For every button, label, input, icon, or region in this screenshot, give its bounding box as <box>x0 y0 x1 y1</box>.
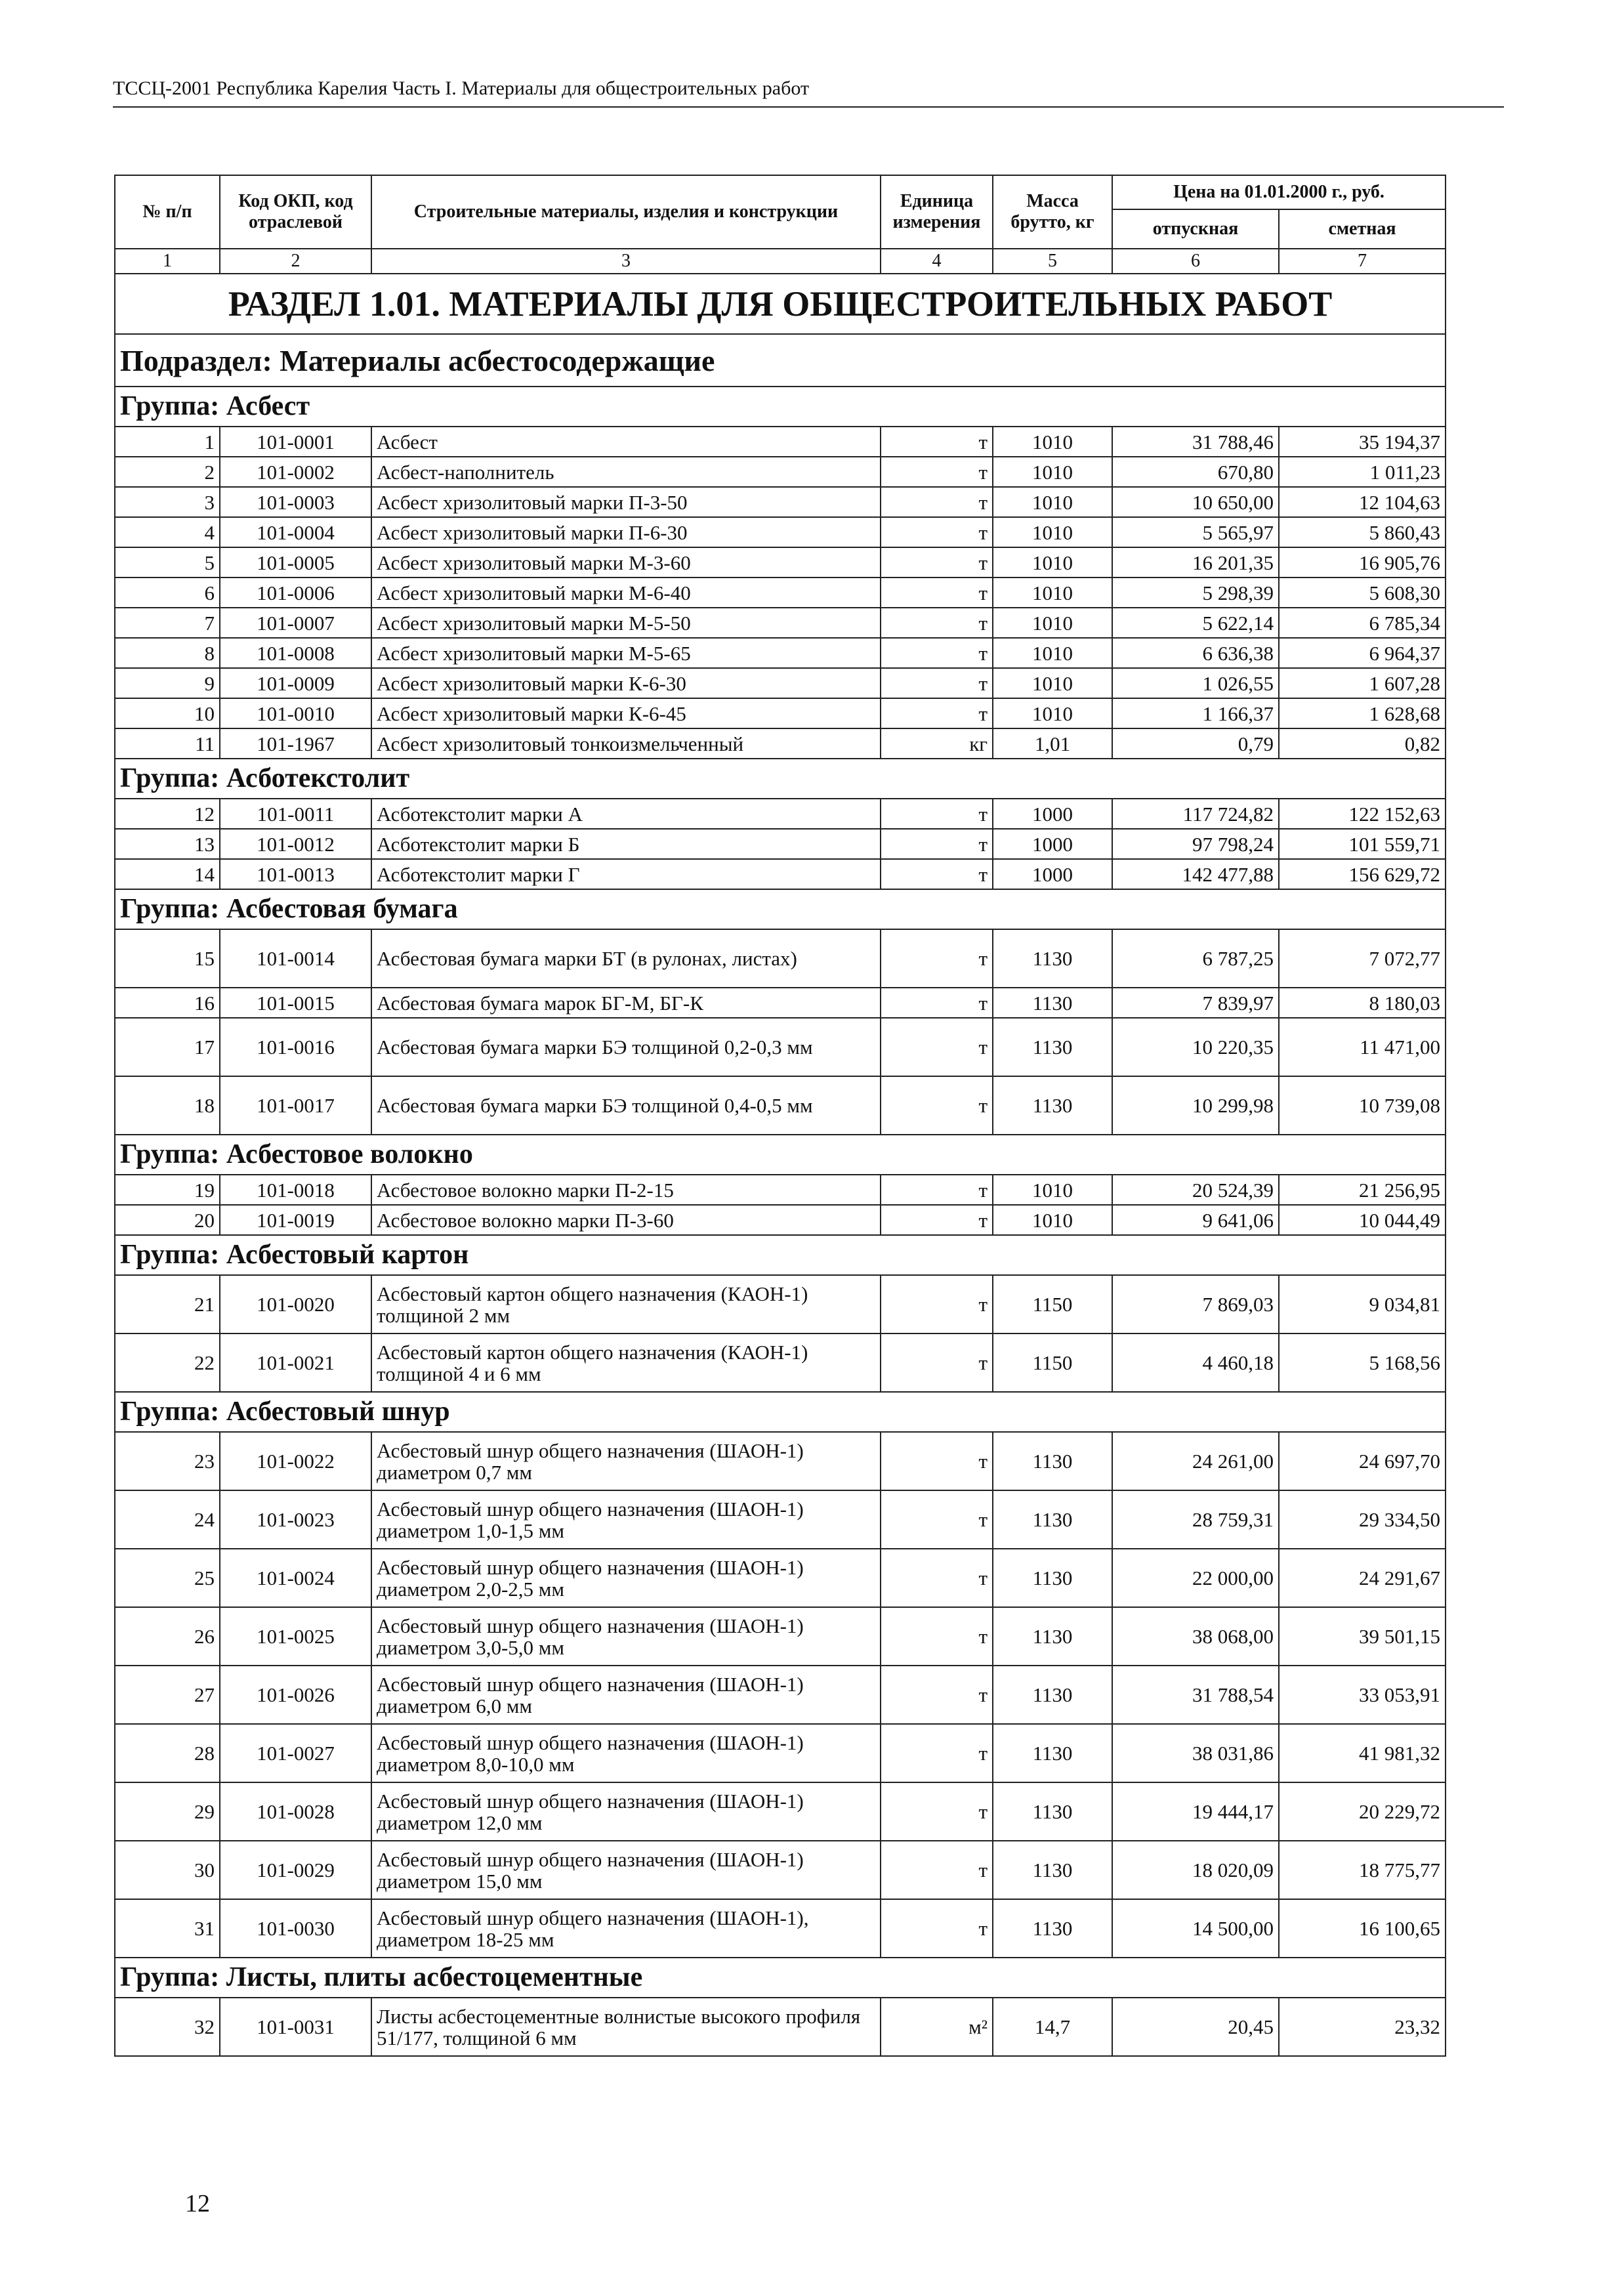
row-price-release: 5 622,14 <box>1112 608 1279 638</box>
header-price-estimate: сметная <box>1279 209 1446 249</box>
table-row <box>115 1490 1446 1549</box>
row-name: Асбест хризолитовый марки М-5-65 <box>371 638 881 668</box>
row-number: 23 <box>115 1432 220 1490</box>
subsection-title: Подраздел: Материалы асбестосодержащие <box>115 334 1446 387</box>
row-mass: 1130 <box>993 1607 1112 1666</box>
row-price-release: 117 724,82 <box>1112 799 1279 829</box>
row-code: 101-0018 <box>220 1175 371 1205</box>
row-price-estimate: 9 034,81 <box>1279 1275 1446 1334</box>
table-row <box>115 1549 1446 1607</box>
row-code: 101-0022 <box>220 1432 371 1490</box>
row-price-estimate: 0,82 <box>1279 728 1446 759</box>
row-code: 101-0006 <box>220 578 371 608</box>
row-number: 20 <box>115 1205 220 1235</box>
row-price-estimate: 39 501,15 <box>1279 1607 1446 1666</box>
row-code: 101-0013 <box>220 859 371 889</box>
row-number: 29 <box>115 1782 220 1841</box>
row-unit: т <box>881 668 993 698</box>
table-row <box>115 728 1446 759</box>
table-row <box>115 1899 1446 1958</box>
row-price-release: 20,45 <box>1112 1998 1279 2056</box>
row-unit: т <box>881 487 993 517</box>
row-number: 10 <box>115 698 220 728</box>
row-unit: т <box>881 799 993 829</box>
row-mass: 1150 <box>993 1275 1112 1334</box>
row-price-estimate: 5 168,56 <box>1279 1334 1446 1392</box>
row-number: 28 <box>115 1724 220 1782</box>
row-name: Асбестовый шнур общего назначения (ШАОН-1) диаметром 0,7 мм <box>371 1432 881 1490</box>
row-price-release: 19 444,17 <box>1112 1782 1279 1841</box>
row-price-release: 7 869,03 <box>1112 1275 1279 1334</box>
price-table <box>114 175 1446 2057</box>
row-code: 101-0009 <box>220 668 371 698</box>
row-price-release: 142 477,88 <box>1112 859 1279 889</box>
row-mass: 1130 <box>993 1899 1112 1958</box>
row-price-estimate: 1 011,23 <box>1279 457 1446 487</box>
column-number: 6 <box>1112 249 1279 274</box>
row-name: Асбест хризолитовый тонкоизмельченный <box>371 728 881 759</box>
row-price-release: 20 524,39 <box>1112 1175 1279 1205</box>
row-price-estimate: 5 608,30 <box>1279 578 1446 608</box>
table-row <box>115 1334 1446 1392</box>
column-number: 4 <box>881 249 993 274</box>
row-code: 101-0027 <box>220 1724 371 1782</box>
table-row <box>115 487 1446 517</box>
row-mass: 1010 <box>993 547 1112 578</box>
row-unit: т <box>881 1334 993 1392</box>
row-price-release: 31 788,54 <box>1112 1666 1279 1724</box>
row-number: 12 <box>115 799 220 829</box>
row-mass: 1010 <box>993 517 1112 547</box>
row-unit: т <box>881 578 993 608</box>
row-code: 101-1967 <box>220 728 371 759</box>
row-mass: 1010 <box>993 578 1112 608</box>
row-code: 101-0023 <box>220 1490 371 1549</box>
row-price-estimate: 16 905,76 <box>1279 547 1446 578</box>
row-mass: 1130 <box>993 1841 1112 1899</box>
column-number: 5 <box>993 249 1112 274</box>
row-price-estimate: 10 739,08 <box>1279 1076 1446 1135</box>
row-mass: 1130 <box>993 1666 1112 1724</box>
row-number: 21 <box>115 1275 220 1334</box>
row-number: 24 <box>115 1490 220 1549</box>
row-number: 6 <box>115 578 220 608</box>
table-row <box>115 578 1446 608</box>
row-unit: т <box>881 1841 993 1899</box>
row-name: Асбест-наполнитель <box>371 457 881 487</box>
row-mass: 1130 <box>993 1018 1112 1076</box>
row-price-release: 16 201,35 <box>1112 547 1279 578</box>
table-row <box>115 1175 1446 1205</box>
row-mass: 1010 <box>993 1205 1112 1235</box>
section-title: РАЗДЕЛ 1.01. МАТЕРИАЛЫ ДЛЯ ОБЩЕСТРОИТЕЛЬНЫХ РАБОТ <box>115 274 1446 334</box>
row-unit: т <box>881 1076 993 1135</box>
row-unit: т <box>881 1899 993 1958</box>
row-mass: 1000 <box>993 859 1112 889</box>
column-number: 3 <box>371 249 881 274</box>
row-code: 101-0026 <box>220 1666 371 1724</box>
row-code: 101-0021 <box>220 1334 371 1392</box>
row-price-estimate: 16 100,65 <box>1279 1899 1446 1958</box>
row-name: Асбестовая бумага марки БЭ толщиной 0,4-0,5 мм <box>371 1076 881 1135</box>
row-price-estimate: 24 697,70 <box>1279 1432 1446 1490</box>
row-code: 101-0012 <box>220 829 371 859</box>
header-price-release: отпускная <box>1112 209 1279 249</box>
row-price-estimate: 24 291,67 <box>1279 1549 1446 1607</box>
row-price-estimate: 11 471,00 <box>1279 1018 1446 1076</box>
row-code: 101-0010 <box>220 698 371 728</box>
row-price-release: 28 759,31 <box>1112 1490 1279 1549</box>
row-number: 26 <box>115 1607 220 1666</box>
row-unit: кг <box>881 728 993 759</box>
row-price-estimate: 10 044,49 <box>1279 1205 1446 1235</box>
row-price-release: 5 565,97 <box>1112 517 1279 547</box>
group-title: Группа: Асбестовый картон <box>115 1235 1446 1275</box>
row-unit: т <box>881 988 993 1018</box>
row-price-release: 1 166,37 <box>1112 698 1279 728</box>
row-mass: 1010 <box>993 668 1112 698</box>
row-unit: т <box>881 1018 993 1076</box>
row-price-estimate: 20 229,72 <box>1279 1782 1446 1841</box>
row-number: 1 <box>115 427 220 457</box>
header-price-group: Цена на 01.01.2000 г., руб. <box>1112 175 1446 209</box>
row-number: 11 <box>115 728 220 759</box>
row-unit: т <box>881 517 993 547</box>
table-row <box>115 1018 1446 1076</box>
column-number: 1 <box>115 249 220 274</box>
row-price-estimate: 7 072,77 <box>1279 929 1446 988</box>
row-price-release: 18 020,09 <box>1112 1841 1279 1899</box>
group-title: Группа: Асбестовая бумага <box>115 889 1446 929</box>
table-row <box>115 1998 1446 2056</box>
row-price-estimate: 6 964,37 <box>1279 638 1446 668</box>
row-number: 25 <box>115 1549 220 1607</box>
row-name: Асбестовая бумага марки БЭ толщиной 0,2-0,3 мм <box>371 1018 881 1076</box>
row-mass: 14,7 <box>993 1998 1112 2056</box>
header-unit: Единица измерения <box>881 175 993 249</box>
row-number: 9 <box>115 668 220 698</box>
row-price-estimate: 156 629,72 <box>1279 859 1446 889</box>
row-price-release: 22 000,00 <box>1112 1549 1279 1607</box>
row-code: 101-0014 <box>220 929 371 988</box>
table-row <box>115 608 1446 638</box>
row-number: 3 <box>115 487 220 517</box>
row-number: 16 <box>115 988 220 1018</box>
row-mass: 1010 <box>993 427 1112 457</box>
table-row <box>115 1782 1446 1841</box>
row-unit: т <box>881 1724 993 1782</box>
row-code: 101-0025 <box>220 1607 371 1666</box>
row-price-estimate: 5 860,43 <box>1279 517 1446 547</box>
row-price-estimate: 1 628,68 <box>1279 698 1446 728</box>
row-price-release: 6 787,25 <box>1112 929 1279 988</box>
row-price-release: 6 636,38 <box>1112 638 1279 668</box>
row-code: 101-0017 <box>220 1076 371 1135</box>
row-mass: 1010 <box>993 1175 1112 1205</box>
row-name: Асбестовый шнур общего назначения (ШАОН-1) диаметром 6,0 мм <box>371 1666 881 1724</box>
row-unit: т <box>881 1782 993 1841</box>
table-body <box>115 274 1446 2056</box>
row-number: 19 <box>115 1175 220 1205</box>
row-unit: т <box>881 1607 993 1666</box>
row-code: 101-0008 <box>220 638 371 668</box>
row-code: 101-0020 <box>220 1275 371 1334</box>
row-unit: т <box>881 427 993 457</box>
row-code: 101-0011 <box>220 799 371 829</box>
row-name: Асбестовый шнур общего назначения (ШАОН-1) диаметром 15,0 мм <box>371 1841 881 1899</box>
row-unit: т <box>881 1490 993 1549</box>
table-row <box>115 1275 1446 1334</box>
row-price-release: 7 839,97 <box>1112 988 1279 1018</box>
row-unit: т <box>881 638 993 668</box>
row-name: Асбест хризолитовый марки П-6-30 <box>371 517 881 547</box>
row-mass: 1010 <box>993 608 1112 638</box>
row-name: Асбестовый шнур общего назначения (ШАОН-1) диаметром 3,0-5,0 мм <box>371 1607 881 1666</box>
row-unit: т <box>881 1666 993 1724</box>
row-unit: т <box>881 1432 993 1490</box>
row-name: Асбестовая бумага марок БГ-М, БГ-К <box>371 988 881 1018</box>
table-row <box>115 988 1446 1018</box>
row-number: 2 <box>115 457 220 487</box>
row-name: Асбестовый картон общего назначения (КАОН-1) толщиной 4 и 6 мм <box>371 1334 881 1392</box>
header-mass: Масса брутто, кг <box>993 175 1112 249</box>
row-code: 101-0029 <box>220 1841 371 1899</box>
header-okp: Код ОКП, код отраслевой <box>220 175 371 249</box>
row-price-release: 97 798,24 <box>1112 829 1279 859</box>
row-price-estimate: 21 256,95 <box>1279 1175 1446 1205</box>
row-price-estimate: 41 981,32 <box>1279 1724 1446 1782</box>
row-price-release: 24 261,00 <box>1112 1432 1279 1490</box>
table-row <box>115 638 1446 668</box>
table-row <box>115 799 1446 829</box>
row-unit: т <box>881 829 993 859</box>
row-unit: т <box>881 698 993 728</box>
row-unit: т <box>881 1205 993 1235</box>
row-price-estimate: 12 104,63 <box>1279 487 1446 517</box>
row-number: 14 <box>115 859 220 889</box>
table-row <box>115 1666 1446 1724</box>
row-name: Асботекстолит марки Г <box>371 859 881 889</box>
row-unit: м² <box>881 1998 993 2056</box>
table-row <box>115 1205 1446 1235</box>
row-unit: т <box>881 929 993 988</box>
row-name: Асбест хризолитовый марки К-6-30 <box>371 668 881 698</box>
row-price-release: 670,80 <box>1112 457 1279 487</box>
row-price-release: 10 299,98 <box>1112 1076 1279 1135</box>
table-row <box>115 1076 1446 1135</box>
row-number: 27 <box>115 1666 220 1724</box>
table-row <box>115 668 1446 698</box>
row-name: Асбестовое волокно марки П-3-60 <box>371 1205 881 1235</box>
row-code: 101-0004 <box>220 517 371 547</box>
row-price-estimate: 35 194,37 <box>1279 427 1446 457</box>
column-number: 2 <box>220 249 371 274</box>
row-number: 15 <box>115 929 220 988</box>
row-price-release: 10 220,35 <box>1112 1018 1279 1076</box>
row-mass: 1130 <box>993 1076 1112 1135</box>
row-mass: 1010 <box>993 457 1112 487</box>
row-unit: т <box>881 457 993 487</box>
table-row <box>115 1724 1446 1782</box>
row-name: Асбестовая бумага марки БТ (в рулонах, листах) <box>371 929 881 988</box>
row-name: Асбестовое волокно марки П-2-15 <box>371 1175 881 1205</box>
row-name: Листы асбестоцементные волнистые высокого профиля 51/177, толщиной 6 мм <box>371 1998 881 2056</box>
row-mass: 1130 <box>993 1432 1112 1490</box>
row-price-release: 1 026,55 <box>1112 668 1279 698</box>
row-mass: 1,01 <box>993 728 1112 759</box>
row-price-release: 5 298,39 <box>1112 578 1279 608</box>
row-code: 101-0031 <box>220 1998 371 2056</box>
row-mass: 1000 <box>993 799 1112 829</box>
row-price-estimate: 23,32 <box>1279 1998 1446 2056</box>
table-row <box>115 1841 1446 1899</box>
row-unit: т <box>881 1275 993 1334</box>
row-name: Асботекстолит марки Б <box>371 829 881 859</box>
row-unit: т <box>881 859 993 889</box>
table-row <box>115 859 1446 889</box>
row-mass: 1130 <box>993 1490 1112 1549</box>
row-name: Асбест хризолитовый марки М-3-60 <box>371 547 881 578</box>
table-row <box>115 547 1446 578</box>
row-number: 18 <box>115 1076 220 1135</box>
row-mass: 1010 <box>993 638 1112 668</box>
row-mass: 1150 <box>993 1334 1112 1392</box>
group-title: Группа: Листы, плиты асбестоцементные <box>115 1958 1446 1998</box>
row-number: 8 <box>115 638 220 668</box>
row-number: 4 <box>115 517 220 547</box>
row-code: 101-0001 <box>220 427 371 457</box>
row-price-estimate: 18 775,77 <box>1279 1841 1446 1899</box>
row-mass: 1000 <box>993 829 1112 859</box>
row-price-estimate: 33 053,91 <box>1279 1666 1446 1724</box>
header-materials: Строительные материалы, изделия и конструкции <box>371 175 881 249</box>
row-code: 101-0024 <box>220 1549 371 1607</box>
row-number: 31 <box>115 1899 220 1958</box>
row-price-estimate: 101 559,71 <box>1279 829 1446 859</box>
row-name: Асботекстолит марки А <box>371 799 881 829</box>
row-mass: 1130 <box>993 1724 1112 1782</box>
row-code: 101-0019 <box>220 1205 371 1235</box>
row-number: 30 <box>115 1841 220 1899</box>
row-code: 101-0028 <box>220 1782 371 1841</box>
table-row <box>115 1432 1446 1490</box>
row-name: Асбестовый шнур общего назначения (ШАОН-1), диаметром 18-25 мм <box>371 1899 881 1958</box>
row-unit: т <box>881 1175 993 1205</box>
header-num: № п/п <box>115 175 220 249</box>
row-mass: 1130 <box>993 988 1112 1018</box>
table-row <box>115 829 1446 859</box>
row-mass: 1130 <box>993 929 1112 988</box>
row-price-release: 9 641,06 <box>1112 1205 1279 1235</box>
table-row <box>115 929 1446 988</box>
row-price-release: 14 500,00 <box>1112 1899 1279 1958</box>
group-title: Группа: Асбест <box>115 387 1446 427</box>
group-title: Группа: Асботекстолит <box>115 759 1446 799</box>
row-code: 101-0030 <box>220 1899 371 1958</box>
row-price-estimate: 1 607,28 <box>1279 668 1446 698</box>
row-price-release: 10 650,00 <box>1112 487 1279 517</box>
row-mass: 1010 <box>993 487 1112 517</box>
row-mass: 1010 <box>993 698 1112 728</box>
table-row <box>115 698 1446 728</box>
row-unit: т <box>881 547 993 578</box>
row-price-release: 0,79 <box>1112 728 1279 759</box>
row-code: 101-0015 <box>220 988 371 1018</box>
running-header: ТССЦ-2001 Республика Карелия Часть I. Материалы для общестроительных работ <box>113 77 1504 108</box>
row-name: Асбестовый шнур общего назначения (ШАОН-1) диаметром 8,0-10,0 мм <box>371 1724 881 1782</box>
row-number: 22 <box>115 1334 220 1392</box>
row-mass: 1130 <box>993 1782 1112 1841</box>
row-unit: т <box>881 1549 993 1607</box>
row-price-release: 4 460,18 <box>1112 1334 1279 1392</box>
row-price-estimate: 122 152,63 <box>1279 799 1446 829</box>
row-number: 32 <box>115 1998 220 2056</box>
row-mass: 1130 <box>993 1549 1112 1607</box>
row-price-release: 38 031,86 <box>1112 1724 1279 1782</box>
table-row <box>115 1607 1446 1666</box>
row-name: Асбест <box>371 427 881 457</box>
row-name: Асбестовый шнур общего назначения (ШАОН-1) диаметром 2,0-2,5 мм <box>371 1549 881 1607</box>
row-code: 101-0007 <box>220 608 371 638</box>
group-title: Группа: Асбестовый шнур <box>115 1392 1446 1432</box>
row-name: Асбестовый картон общего назначения (КАОН-1) толщиной 2 мм <box>371 1275 881 1334</box>
row-code: 101-0005 <box>220 547 371 578</box>
table-row <box>115 457 1446 487</box>
row-price-release: 31 788,46 <box>1112 427 1279 457</box>
row-number: 17 <box>115 1018 220 1076</box>
row-name: Асбест хризолитовый марки М-5-50 <box>371 608 881 638</box>
row-number: 13 <box>115 829 220 859</box>
row-code: 101-0002 <box>220 457 371 487</box>
row-price-estimate: 8 180,03 <box>1279 988 1446 1018</box>
row-code: 101-0003 <box>220 487 371 517</box>
table-row <box>115 427 1446 457</box>
row-number: 7 <box>115 608 220 638</box>
row-unit: т <box>881 608 993 638</box>
table-row <box>115 517 1446 547</box>
page-number: 12 <box>185 2190 210 2217</box>
row-price-release: 38 068,00 <box>1112 1607 1279 1666</box>
group-title: Группа: Асбестовое волокно <box>115 1135 1446 1175</box>
row-price-estimate: 29 334,50 <box>1279 1490 1446 1549</box>
row-name: Асбестовый шнур общего назначения (ШАОН-1) диаметром 12,0 мм <box>371 1782 881 1841</box>
row-name: Асбест хризолитовый марки М-6-40 <box>371 578 881 608</box>
row-number: 5 <box>115 547 220 578</box>
row-name: Асбест хризолитовый марки П-3-50 <box>371 487 881 517</box>
row-price-estimate: 6 785,34 <box>1279 608 1446 638</box>
row-name: Асбестовый шнур общего назначения (ШАОН-1) диаметром 1,0-1,5 мм <box>371 1490 881 1549</box>
row-name: Асбест хризолитовый марки К-6-45 <box>371 698 881 728</box>
row-code: 101-0016 <box>220 1018 371 1076</box>
column-number: 7 <box>1279 249 1446 274</box>
